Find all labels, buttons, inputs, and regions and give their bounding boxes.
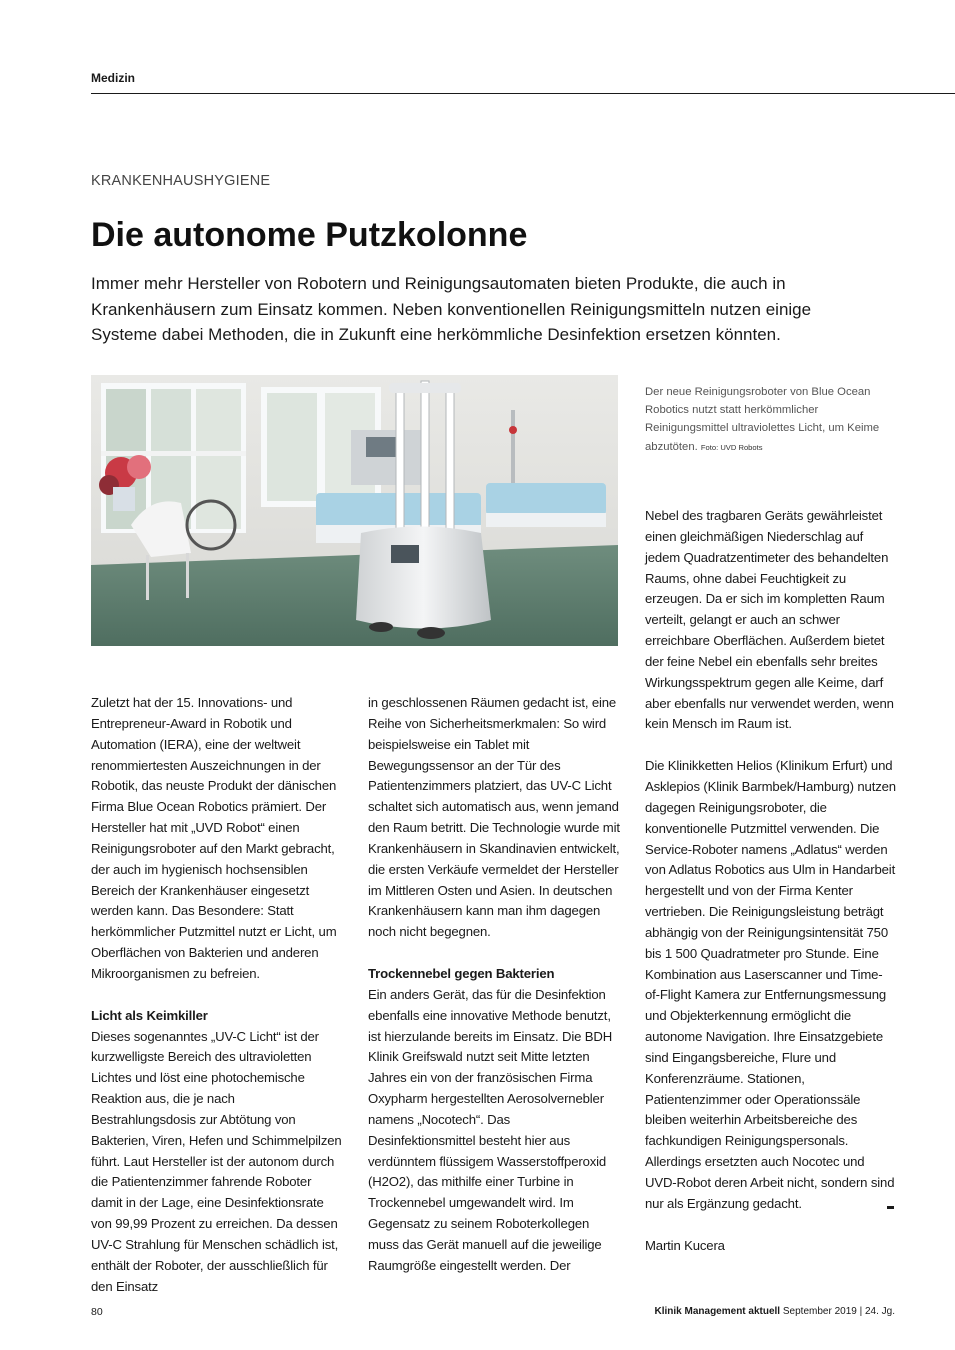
text-column-3 <box>645 506 897 1256</box>
header-rule <box>91 93 955 94</box>
section-label: Medizin <box>91 71 135 85</box>
footer-journal <box>655 1306 896 1317</box>
caption-text: Der neue Reinigungsroboter von Blue Ocean Robotics nutzt statt herkömmlicher Reinigungsmittel ultraviolettes Licht, um Keime abzutöten. <box>645 386 880 453</box>
paragraph: Dieses sogenanntes „UV-C Licht“ ist der kurzwelligste Bereich des ultravioletten Lichtes und löst eine photochemische Reaktion aus, die je nach Bestrahlungsdosis zur Abtötung von Bakterien, Viren, Hefen und Schimmelpilzen führt. Laut Hersteller ist der autonom durch die Patientenzimmer fahrende Roboter damit in der Lage, eine Desinfektionsrate von 99,99 Prozent zu erreichen. Da dessen UV-C Strahlung für Menschen schädlich ist, enthält der Roboter, der ausschließlich für den Einsatz <box>91 1028 342 1294</box>
paragraph <box>645 756 897 1215</box>
paragraph: Nebel des tragbaren Geräts gewährleistet einen gleichmäßigen Niederschlag auf jedem Quadratzentimeter des behandelten Raums, ohne dabei Feuchtigkeit zu erzeugen. Da er sich im kompletten Raum verteilt, gelangt er auch an schwer erreichbare Oberflächen. Außerdem bietet der feine Nebel ein ebenfalls sehr breites Wirkungsspektrum gegen alle Keime, darf aber ebenfalls nur verwendet werden, wenn kein Mensch im Raum ist. <box>645 508 894 732</box>
subheading: Licht als Keimkiller <box>91 1007 208 1023</box>
text-column-2 <box>368 693 620 1277</box>
author: Martin Kucera <box>645 1237 725 1253</box>
photo-caption <box>645 383 895 457</box>
article-title: Die autonome Putzkolonne <box>91 216 528 254</box>
issue-info: September 2019 | 24. Jg. <box>782 1306 895 1317</box>
article-lead: Immer mehr Hersteller von Robotern und Reinigungsautomaten bieten Produkte, die auch in Krankenhäusern zum Einsatz kommen. Neben konventionellen Reinigungsmitteln nutzen einige Systeme dabei Methoden, die in Zukunft eine herkömmliche Desinfektion ersetzen könnten. <box>91 274 812 344</box>
end-mark <box>887 1206 894 1209</box>
article-photo <box>91 375 618 646</box>
paragraph-text: Die Klinikketten Helios (Klinikum Erfurt) und Asklepios (Klinik Barmbek/Hamburg) nutzen dagegen Reinigungsroboter, die konventionelle Putzmittel verwenden. Die Service-Roboter namens „Adlatus“ werden von Adlatus Robotics aus Ulm in Handarbeit hergestellt und von der Firma Kenter vertrieben. Die Reinigungsleistung beträgt abhängig von der Reinigungsintensität 750 bis 1 500 Quadratmeter pro Stunde. Eine Kombination aus Laserscanner und Time-of-Flight Kamera zur Entfernungsmessung und Objekterkennung ermöglicht die autonome Navigation. Ihre Einsatzgebiete sind Eingangsbereiche, Flure und Konferenzräume. Stationen, Patientenzimmer oder Operationssäle bleiben weiterhin Arbeitsbereiche des fachkundigen Reinigungspersonals. Allerdings ersetzten auch Nocotec und UVD-Robot deren Arbeit nicht, sondern sind nur als Ergänzung gedacht. <box>645 758 896 1211</box>
subheading: Trockennebel gegen Bakterien <box>368 965 555 981</box>
article-kicker: KRANKENHAUSHYGIENE <box>91 173 271 189</box>
text-column-1 <box>91 693 343 1297</box>
paragraph: in geschlossenen Räumen gedacht ist, eine Reihe von Sicherheitsmerkmalen: So wird beispielsweise ein Tablet mit Bewegungssensor an der Tür des Patientenzimmers platziert, das UV-C Licht schaltet sich automatisch aus, wenn jemand den Raum betritt. Die Technologie wurde mit Krankenhäusern in Skandinavien entwickelt, die ersten Verkäufe vermeldet der Hersteller im Mittleren Osten und Asien. In deutschen Krankenhäusern kann man ihm dagegen noch nicht begegnen. <box>368 695 620 940</box>
photo-credit: Foto: UVD Robots <box>700 442 763 452</box>
journal-name: Klinik Management aktuell <box>654 1306 781 1317</box>
paragraph: Zuletzt hat der 15. Innovations- und Entrepreneur-Award in Robotik und Automation (IERA), eine der weltweit renommiertesten Auszeichnungen in der Robotik, das neuste Produkt der dänischen Firma Blue Ocean Robotics prämiert. Der Hersteller hat mit „UVD Robot“ einen Reinigungsroboter auf den Markt gebracht, der auch im hygienisch hochsensiblen Bereich der Krankenhäuser eingesetzt werden kann. Das Besondere: Statt herkömmlicher Putzmittel nutzt er Licht, um Oberflächen von Bakterien und anderen Mikroorganismen zu befreien. <box>91 695 337 981</box>
paragraph: Ein anders Gerät, das für die Desinfektion ebenfalls eine innovative Methode benutzt, ist hierzulande bereits im Einsatz. Die BDH Klinik Greifswald nutzt seit Mitte letzten Jahres ein von der französischen Firma Oxypharm hergestellten Aerosolvernebler namens „Nocotech“. Das Desinfektionsmittel besteht hier aus verdünntem flüssigem Wasserstoffperoxid (H2O2), das mithilfe einer Turbine in Trockennebel umgewandelt wird. Im Gegensatz zu seinem Roboterkollegen muss das Gerät manuell auf die jeweilige Raumgröße eingestellt werden. Der <box>368 986 613 1273</box>
robot-hospital-room-photo <box>91 375 618 646</box>
page-number: 80 <box>91 1306 103 1318</box>
